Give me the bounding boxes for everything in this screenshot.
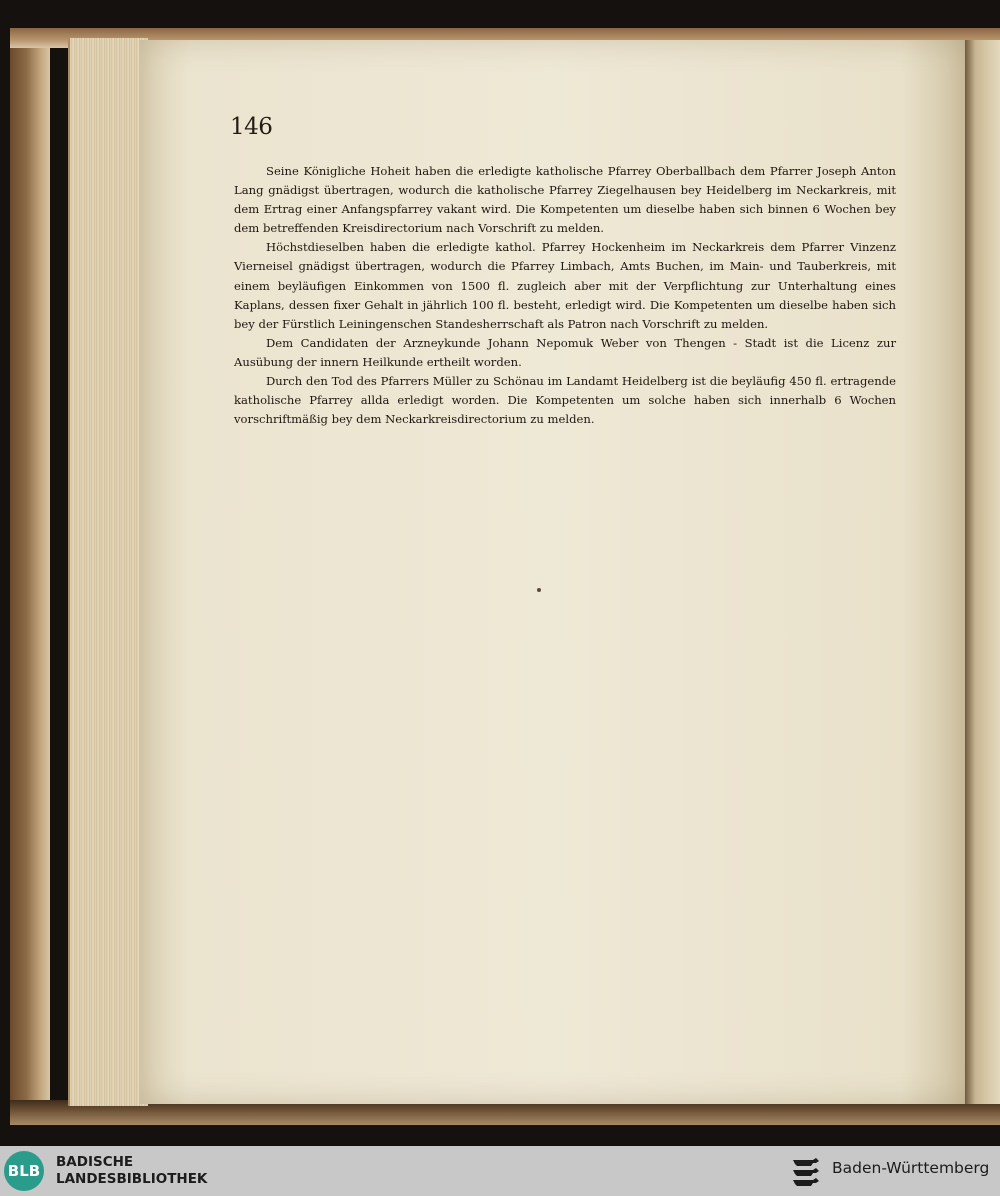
library-name-line1: BADISCHE: [56, 1154, 134, 1170]
state-name[interactable]: Baden-Württemberg: [832, 1159, 990, 1177]
paragraph: Seine Königliche Hoheit haben die erledigte katholische Pfarrey Oberballbach dem Pfarrer Joseph Anton Lang gnädigst übertragen, wodurch die katholische Pfarrey Ziegelhausen bey Heidelberg im Neckarkreis, mit dem Ertrag einer Anfangspfarrey vakant wird. Die Kompetenten um dieselbe haben sich binnen 6 Wochen bey dem betreffenden Kreisdirectorium nach Vorschrift zu melden.: [234, 164, 896, 236]
book-cover-left: [10, 28, 50, 1123]
library-name[interactable]: [56, 1154, 207, 1187]
paragraph: Durch den Tod des Pfarrers Müller zu Schönau im Landamt Heidelberg ist die beyläufig 450 fl. ertragende katholische Pfarrey allda erledigt worden. Die Kompetenten um solche haben sich innerhalb 6 Wochen vorschriftmäßig bey dem Neckarkreisdirectorium zu melden.: [234, 374, 896, 427]
library-name-line2: LANDESBIBLIOTHEK: [56, 1170, 208, 1187]
page-number: 146: [230, 114, 273, 140]
book-right-edge: [965, 40, 1000, 1104]
page-edges: [68, 38, 148, 1106]
paragraph: Höchstdieselben haben die erledigte kathol. Pfarrey Hockenheim im Neckarkreis dem Pfarrer Vinzenz Vierneisel gnädigst übertragen, wodurch die Pfarrey Limbach, Amts Buchen, im Main- und Tauberkreis, mit einem beyläufigen Einkommen von 1500 fl. zugleich aber mit der Verpflichtung zur Unterhaltung eines Kaplans, dessen fixer Gehalt in jährlich 100 fl. besteht, erledigt wird. Die Kompetenten um dieselbe haben sich bey der Fürstlich Leiningenschen Standesherrschaft als Patron nach Vorschrift zu melden.: [234, 240, 896, 331]
blb-logo-icon[interactable]: BLB: [4, 1151, 44, 1191]
paper-speck: [537, 588, 541, 592]
footer-bar: [0, 1146, 1000, 1196]
paragraph: Dem Candidaten der Arzneykunde Johann Nepomuk Weber von Thengen - Stadt ist die Licenz zur Ausübung der innern Heilkunde ertheilt worden.: [234, 335, 896, 369]
three-lions-icon[interactable]: [790, 1156, 822, 1188]
page-text: [234, 162, 896, 429]
